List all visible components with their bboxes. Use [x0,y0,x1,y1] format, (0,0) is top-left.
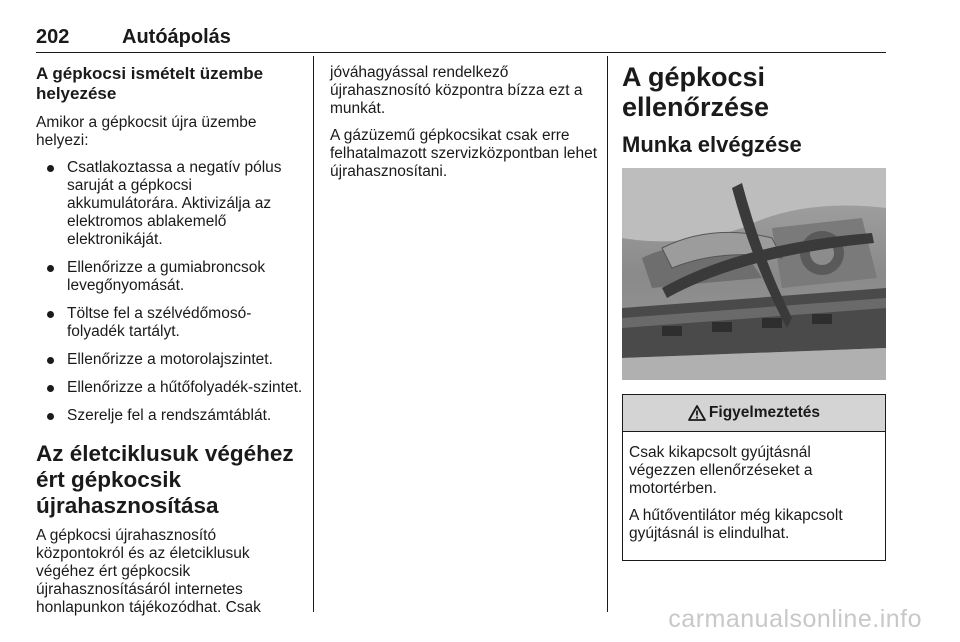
bullet-icon [47,265,54,272]
list-item: Csatlakoztassa a negatív pólus saruját a gépkocsi akkumulátorára. Aktivizálja az elektromos ablakemelő elektronikáját. [36,159,304,249]
page-number: 202 [36,26,70,48]
bullet-icon [47,311,54,318]
right-column [622,62,886,561]
bullet-icon [47,385,54,392]
warning-header [623,395,885,432]
bullet-icon [47,413,54,420]
chapter-title: Autóápolás [122,26,231,48]
list-item: Töltse fel a szélvédőmosó-folyadék tartályt. [36,305,304,341]
section-heading-recycling: Az életciklusuk végéhez ért gépkocsik újrahasznosítása [36,441,294,518]
warning-text-2: A hűtőventilátor még kikapcsolt gyújtásnál is elindulhat. [629,507,843,542]
section-title-inspection: A gépkocsi ellenőrzése [622,62,770,122]
warning-box [622,394,886,561]
recycling-text: A gépkocsi újrahasznosító központokról és az életciklusuk végéhez ért gépkocsik újrahasznosításáról internetes honlapunkon tájékozódhat. Csak [36,527,261,616]
column-divider-left [313,56,314,612]
middle-column [330,64,598,190]
checklist [36,159,304,425]
left-column [36,64,304,626]
warning-body [623,432,885,560]
engine-bay-photo [622,168,886,380]
section-subtitle-work: Munka elvégzése [622,132,802,157]
list-item: Szerelje fel a rendszámtáblát. [36,407,304,425]
warning-text-1: Csak kikapcsolt gyújtásnál végezzen ellenőrzéseket a motortérben. [629,444,813,497]
warning-title: Figyelmeztetés [708,404,821,421]
recycling-text-continued: jóváhagyással rendelkező újrahasznosító központra bízza ezt a munkát. [330,64,583,117]
list-item: Ellenőrizze a motorolajszintet. [36,351,304,369]
bullet-icon [47,165,54,172]
intro-text: Amikor a gépkocsit újra üzembe helyezi: [36,114,257,149]
list-item: Ellenőrizze a gumiabroncsok levegőnyomását. [36,259,304,295]
watermark: carmanualsonline.info [668,605,922,633]
page-header [36,24,886,53]
column-divider-right [607,56,608,612]
warning-triangle-icon [688,405,706,421]
gas-vehicle-text: A gázüzemű gépkocsikat csak erre felhatalmazott szervizközpontban lehet újrahasznosítani. [330,127,598,180]
engine-bay-image [622,168,886,380]
bullet-icon [47,357,54,364]
section-heading-reactivation: A gépkocsi ismételt üzembe helyezése [36,64,264,103]
list-item: Ellenőrizze a hűtőfolyadék-szintet. [36,379,304,397]
